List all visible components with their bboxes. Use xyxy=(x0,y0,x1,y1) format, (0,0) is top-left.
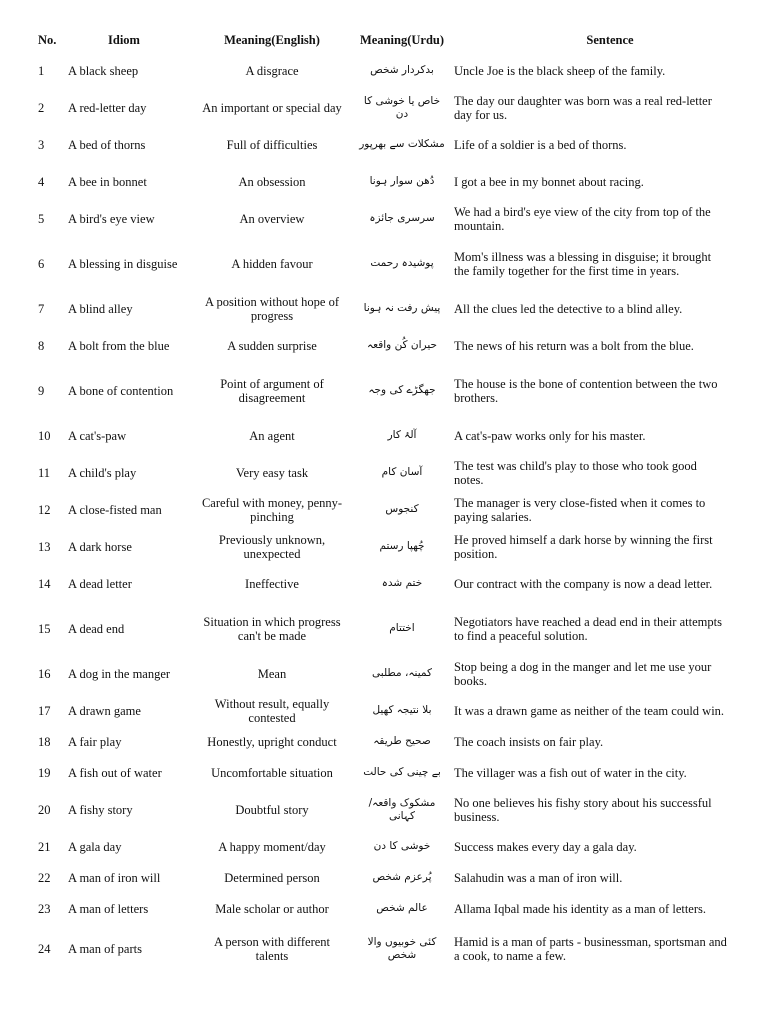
table-row xyxy=(0,200,768,237)
meaning-english-cell: A happy moment/day xyxy=(218,839,326,854)
table-row xyxy=(0,828,768,865)
meaning-english-cell: Mean xyxy=(257,666,287,681)
meaning-urdu-cell: حیران کُن واقعہ xyxy=(367,339,437,351)
row-number: 17 xyxy=(38,703,51,718)
idiom-cell: A drawn game xyxy=(68,703,141,718)
idiom-cell: A fishy story xyxy=(68,802,133,817)
meaning-urdu-cell: خاص یا خوشی کا دن xyxy=(363,94,441,120)
sentence-cell: The villager was a fish out of water in the city. xyxy=(454,765,687,780)
meaning-urdu-cell: آلۂ کار xyxy=(387,429,417,441)
meaning-urdu-cell: پوشیدہ رحمت xyxy=(370,257,434,269)
row-number: 12 xyxy=(38,502,51,517)
sentence-cell: Negotiators have reached a dead end in their attempts to find a peaceful solution. xyxy=(454,614,722,643)
table-row xyxy=(0,602,768,655)
row-number: 3 xyxy=(38,137,45,152)
table-row xyxy=(0,417,768,454)
meaning-english-cell: An important or special day xyxy=(202,100,342,115)
sentence-cell: Success makes every day a gala day. xyxy=(454,839,637,854)
sentence-cell: The manager is very close-fisted when it comes to paying salaries. xyxy=(454,495,706,524)
row-number: 7 xyxy=(38,301,45,316)
idioms-document xyxy=(0,28,768,971)
sentence-cell: Stop being a dog in the manger and let me use your books. xyxy=(454,659,712,688)
meaning-urdu-cell: ختم شدہ xyxy=(381,577,423,589)
row-number: 14 xyxy=(38,576,51,591)
row-number: 8 xyxy=(38,338,45,353)
idiom-cell: A close-fisted man xyxy=(68,502,162,517)
meaning-urdu-cell: بدکردار شخص xyxy=(370,64,434,76)
meaning-english-cell: Ineffective xyxy=(245,576,299,591)
row-number: 24 xyxy=(38,942,51,956)
meaning-english-cell: Very easy task xyxy=(235,465,309,480)
row-number: 6 xyxy=(38,256,45,271)
meaning-english-cell: Honestly, upright conduct xyxy=(207,734,337,749)
meaning-english-cell: Without result, equally contested xyxy=(214,696,330,725)
idiom-cell: A bolt from the blue xyxy=(68,338,170,353)
meaning-english-cell: Determined person xyxy=(224,870,320,885)
sentence-cell: Hamid is a man of parts - businessman, sportsman and a cook, to name a few. xyxy=(454,935,727,963)
table-row xyxy=(0,89,768,126)
sentence-cell: The test was child's play to those who took good notes. xyxy=(454,458,697,487)
sentence-cell: It was a drawn game as neither of the team could win. xyxy=(454,703,725,718)
idiom-cell: A fish out of water xyxy=(68,765,162,780)
sentence-cell: We had a bird's eye view of the city from top of the mountain. xyxy=(454,204,711,233)
sentence-cell: The coach insists on fair play. xyxy=(454,734,604,749)
meaning-urdu-cell: پیش رفت نہ ہونا xyxy=(363,302,441,314)
meaning-urdu-cell: کمینہ، مطلبی xyxy=(372,667,432,679)
meaning-urdu-cell: دُھن سوار ہونا xyxy=(369,175,435,187)
idiom-cell: A child's play xyxy=(68,465,137,480)
sentence-cell: Salahudin was a man of iron will. xyxy=(454,870,623,885)
meaning-urdu-cell: صحیح طریقہ xyxy=(373,735,431,747)
meaning-urdu-cell: بے چینی کی حالت xyxy=(363,766,441,778)
idiom-cell: A red-letter day xyxy=(68,100,147,115)
header-meaning-english: Meaning(English) xyxy=(224,32,320,47)
idiom-cell: A gala day xyxy=(68,839,122,854)
meaning-english-cell: An obsession xyxy=(238,174,306,189)
table-row xyxy=(0,364,768,417)
row-number: 5 xyxy=(38,211,45,226)
meaning-english-cell: An agent xyxy=(249,428,295,443)
table-row xyxy=(0,692,768,729)
row-number: 16 xyxy=(38,666,51,681)
sentence-cell: The news of his return was a bolt from the blue. xyxy=(454,338,694,353)
table-row xyxy=(0,327,768,364)
table-row xyxy=(0,565,768,602)
meaning-urdu-cell: بلا نتیجہ کھیل xyxy=(372,704,432,716)
row-number: 1 xyxy=(38,63,45,78)
table-row xyxy=(0,52,768,89)
meaning-english-cell: A disgrace xyxy=(245,63,299,78)
row-number: 23 xyxy=(38,901,51,916)
idiom-cell: A blind alley xyxy=(68,301,133,316)
table-row xyxy=(0,163,768,200)
meaning-english-cell: Careful with money, penny-pinching xyxy=(201,495,343,524)
idiom-cell: A bird's eye view xyxy=(68,211,155,226)
table-row xyxy=(0,126,768,163)
meaning-english-cell: A person with different talents xyxy=(213,935,331,963)
row-number: 4 xyxy=(38,174,45,189)
header-sentence: Sentence xyxy=(586,32,634,47)
meaning-urdu-cell: چُھپا رستم xyxy=(379,540,425,552)
sentence-cell: He proved himself a dark horse by winning the first position. xyxy=(454,532,713,561)
idiom-cell: A bed of thorns xyxy=(68,137,146,152)
idiom-cell: A dog in the manger xyxy=(68,666,171,681)
header-no: No. xyxy=(38,32,57,47)
sentence-cell: The house is the bone of contention between the two brothers. xyxy=(454,376,718,405)
sentence-cell: All the clues led the detective to a blind alley. xyxy=(454,301,683,316)
table-row xyxy=(0,729,768,754)
meaning-english-cell: A sudden surprise xyxy=(227,338,317,353)
idiom-cell: A bee in bonnet xyxy=(68,174,147,189)
sentence-cell: Allama Iqbal made his identity as a man of letters. xyxy=(454,901,707,916)
meaning-english-cell: Uncomfortable situation xyxy=(211,765,333,780)
sentence-cell: Uncle Joe is the black sheep of the family. xyxy=(454,63,666,78)
meaning-urdu-cell: جھگڑے کی وجہ xyxy=(368,384,436,396)
sentence-cell: No one believes his fishy story about his successful business. xyxy=(454,795,712,824)
sentence-cell: Mom's illness was a blessing in disguise; it brought the family together for the first time in years. xyxy=(454,249,712,278)
meaning-urdu-cell: پُرعزم شخص xyxy=(372,871,432,883)
meaning-urdu-cell: سرسری جائزہ xyxy=(369,212,435,224)
idiom-cell: A dead end xyxy=(68,621,125,636)
meaning-english-cell: Full of difficulties xyxy=(226,137,318,152)
table-row xyxy=(0,890,768,927)
meaning-urdu-cell: مشکلات سے بھرپور xyxy=(359,138,445,150)
row-number: 21 xyxy=(38,839,51,854)
sentence-cell: I got a bee in my bonnet about racing. xyxy=(454,174,644,189)
table-row xyxy=(0,290,768,327)
meaning-english-cell: A position without hope of progress xyxy=(204,294,340,323)
row-number: 9 xyxy=(38,383,45,398)
idiom-cell: A man of iron will xyxy=(68,870,161,885)
idiom-cell: A man of letters xyxy=(68,901,149,916)
meaning-urdu-cell: اختتام xyxy=(389,622,415,634)
table-header-row xyxy=(0,28,768,52)
table-row xyxy=(0,655,768,692)
sentence-cell: Life of a soldier is a bed of thorns. xyxy=(454,137,627,152)
table-row xyxy=(0,754,768,791)
idiom-cell: A cat's-paw xyxy=(68,428,127,443)
meaning-english-cell: Point of argument of disagreement xyxy=(220,376,324,405)
idiom-cell: A fair play xyxy=(68,734,122,749)
table-row xyxy=(0,791,768,828)
idiom-cell: A black sheep xyxy=(68,63,139,78)
idiom-cell: A man of parts xyxy=(68,942,142,956)
meaning-english-cell: A hidden favour xyxy=(231,256,313,271)
idiom-cell: A dead letter xyxy=(68,576,132,591)
meaning-english-cell: Doubtful story xyxy=(235,802,309,817)
table-row xyxy=(0,865,768,890)
sentence-cell: A cat's-paw works only for his master. xyxy=(454,428,646,443)
row-number: 20 xyxy=(38,802,51,817)
meaning-english-cell: An overview xyxy=(239,211,305,226)
meaning-urdu-cell: آسان کام xyxy=(381,466,423,478)
meaning-urdu-cell: کنجوس xyxy=(385,503,419,515)
meaning-urdu-cell: کئی خوبیوں والا شخص xyxy=(367,936,437,961)
meaning-urdu-cell: مشکوک واقعہ/کہانی xyxy=(368,796,436,822)
row-number: 11 xyxy=(38,465,51,480)
table-row xyxy=(0,528,768,565)
idiom-cell: A bone of contention xyxy=(68,383,174,398)
idiom-cell: A blessing in disguise xyxy=(68,256,178,271)
table-row xyxy=(0,927,768,971)
sentence-cell: Our contract with the company is now a dead letter. xyxy=(454,576,713,591)
row-number: 10 xyxy=(38,428,51,443)
header-meaning-urdu: Meaning(Urdu) xyxy=(359,32,445,47)
row-number: 22 xyxy=(38,870,51,885)
table-row xyxy=(0,491,768,528)
meaning-urdu-cell: خوشی کا دن xyxy=(373,840,431,852)
row-number: 2 xyxy=(38,100,45,115)
row-number: 15 xyxy=(38,621,51,636)
table-row xyxy=(0,454,768,491)
meaning-english-cell: Male scholar or author xyxy=(215,901,329,916)
row-number: 13 xyxy=(38,539,51,554)
idiom-cell: A dark horse xyxy=(68,539,132,554)
row-number: 19 xyxy=(38,765,51,780)
row-number: 18 xyxy=(38,734,51,749)
sentence-cell: The day our daughter was born was a real red-letter day for us. xyxy=(454,93,712,122)
idioms-table xyxy=(0,28,768,971)
meaning-english-cell: Situation in which progress can't be made xyxy=(203,614,341,643)
meaning-english-cell: Previously unknown, unexpected xyxy=(218,532,326,561)
table-row xyxy=(0,237,768,290)
meaning-urdu-cell: عالم شخص xyxy=(376,902,428,914)
header-idiom: Idiom xyxy=(108,32,140,47)
